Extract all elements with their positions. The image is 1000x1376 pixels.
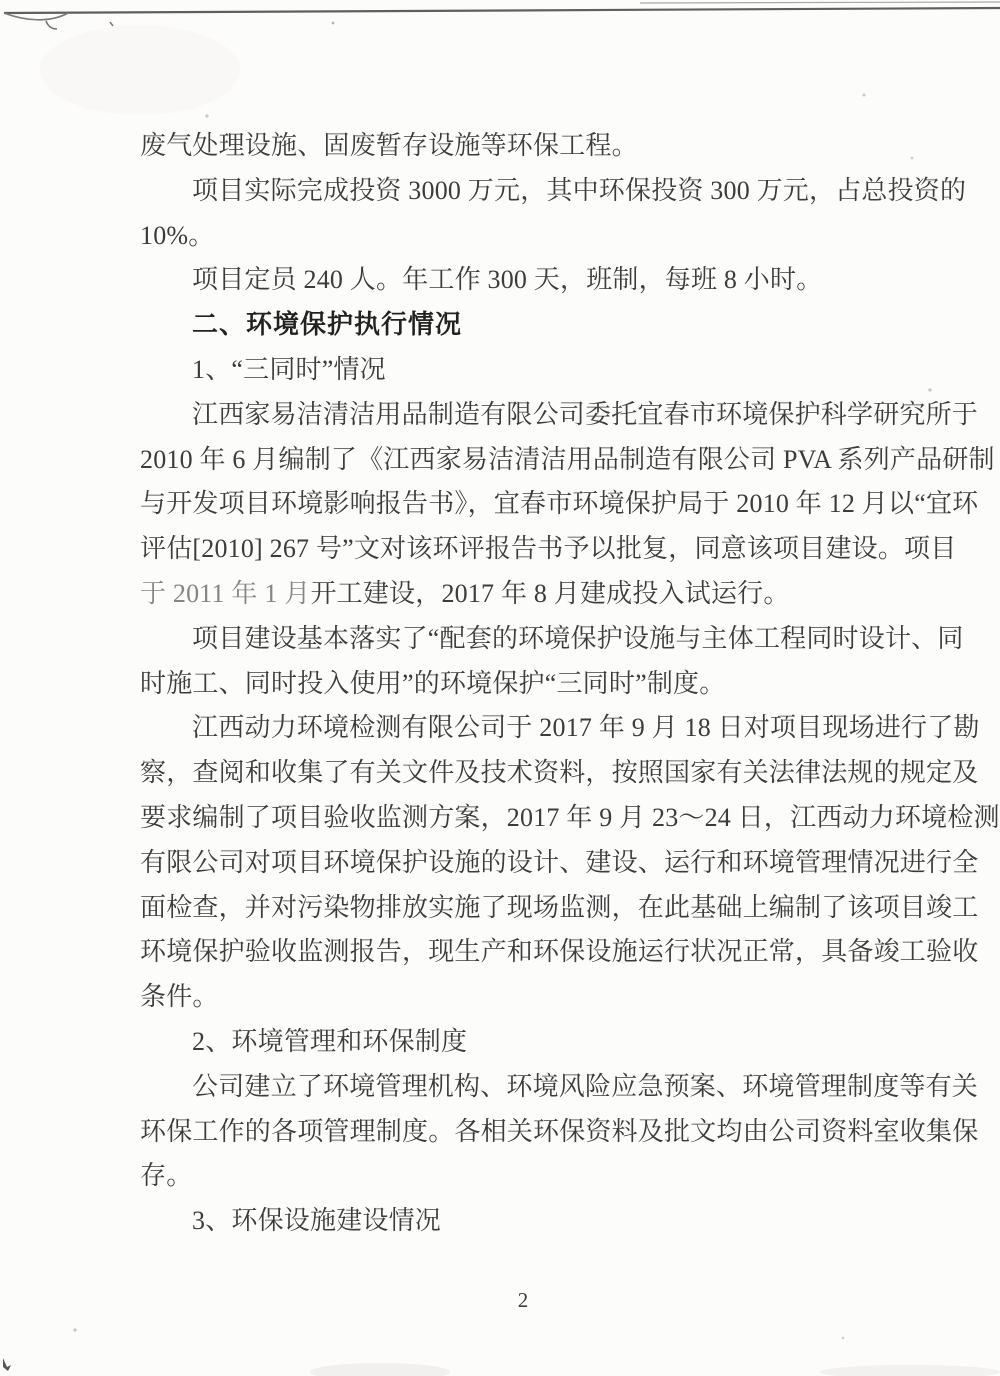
text-line: 废气处理设施、固废暂存设施等环保工程。 [140, 131, 638, 160]
text-line: 项目建设基本落实了“配套的环境保护设施与主体工程同时设计、同 [192, 623, 964, 653]
text-segment: 开工建设，2017 年 8 月建成投入试运行。 [310, 579, 790, 608]
text-line: 条件。 [140, 982, 219, 1012]
text-line [140, 577, 930, 611]
text-line: 1、“三同时”情况 [192, 355, 386, 384]
text-line: 项目定员 240 人。年工作 300 天，班制，每班 8 小时。 [192, 265, 823, 295]
text-line: 与开发项目环境影响报告书》，宜春市环境保护局于 2010 年 12 月以“宜环 [140, 489, 979, 519]
text-line: 要求编制了项目验收监测方案，2017 年 9 月 23～24 日，江西动力环境检测 [140, 803, 1000, 832]
text-line: 二、环境保护执行情况 [192, 310, 463, 340]
text-line: 面检查，并对污染物排放实施了现场监测，在此基础上编制了该项目竣工 [140, 892, 979, 922]
page-number: 2 [517, 1288, 529, 1312]
text-line: 10%。 [140, 220, 215, 250]
text-line: 环境保护验收监测报告，现生产和环保设施运行状况正常，具备竣工验收 [140, 937, 979, 967]
text-line: 公司建立了环境管理机构、环境风险应急预案、环境管理制度等有关 [192, 1071, 979, 1101]
text-line: 2、环境管理和环保制度 [192, 1027, 468, 1056]
text-line: 项目实际完成投资 3000 万元，其中环保投资 300 万元，占总投资的 [192, 175, 967, 205]
text-line: 评估[2010] 267 号”文对该环评报告书予以批复，同意该项目建设。项目 [140, 534, 957, 564]
text-line: 有限公司对项目环境保护设施的设计、建设、运行和环境管理情况进行全 [140, 847, 979, 877]
text-line: 察，查阅和收集了有关文件及技术资料，按照国家有关法律法规的规定及 [140, 758, 979, 788]
faded-text-segment: 于 2011 年 1 月 [140, 579, 311, 608]
text-line: 时施工、同时投入使用”的环境保护“三同时”制度。 [140, 668, 726, 698]
text-line: 存。 [140, 1161, 193, 1191]
text-line: 江西动力环境检测有限公司于 2017 年 9 月 18 日对项目现场进行了勘 [192, 713, 980, 743]
text-line: 3、环保设施建设情况 [192, 1206, 442, 1236]
text-line: 环保工作的各项管理制度。各相关环保资料及批文均由公司资料室收集保 [140, 1116, 979, 1146]
text-line: 江西家易洁清洁用品制造有限公司委托宜春市环境保护科学研究所于 [192, 399, 979, 429]
text-line: 2010 年 6 月编制了《江西家易洁清洁用品制造有限公司 PVA 系列产品研制 [140, 444, 995, 474]
